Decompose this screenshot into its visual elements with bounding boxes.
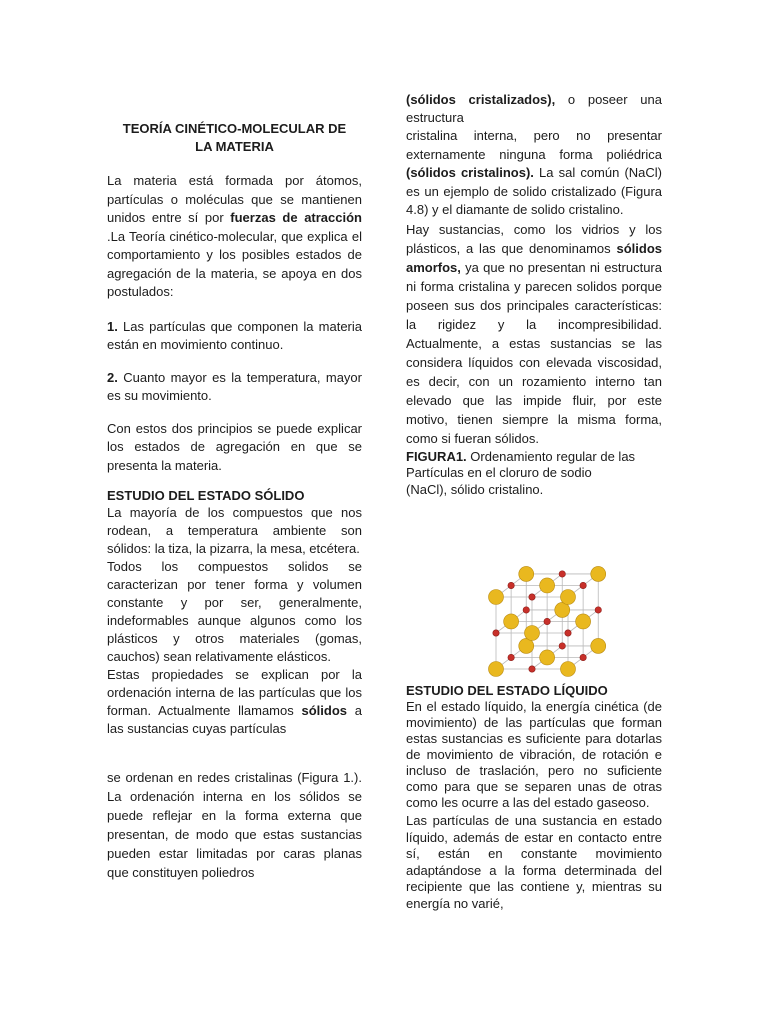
sodium-ion — [504, 614, 519, 629]
postulate-1 — [107, 318, 362, 355]
liquid-section — [406, 682, 662, 912]
intro-text-b: .La Teoría cinético-molecular, que explica el comportamiento y los posibles estados de agregación de la materia, se apoya en dos postulados: — [107, 228, 362, 299]
crystal-paragraph-2 — [406, 127, 662, 220]
postulate-2 — [107, 369, 362, 406]
liquid-state-heading: ESTUDIO DEL ESTADO LÍQUIDO — [406, 683, 608, 698]
figure-caption-line-3: (NaCl), sólido cristalino. — [406, 481, 544, 497]
intro-text-a: La materia está formada por átomos, partículas o moléculas que se mantienen unidos entre sí por — [107, 173, 362, 225]
figure-caption — [406, 449, 662, 499]
sodium-ion — [525, 626, 540, 641]
chloride-ion — [529, 594, 535, 600]
solid-state-heading: ESTUDIO DEL ESTADO SÓLIDO — [107, 488, 305, 503]
sodium-ion — [540, 650, 555, 665]
figure-caption-line-2: Partículas en el cloruro de sodio — [406, 465, 592, 480]
liquid-paragraph-2: Las partículas de una sustancia en estado líquido, además de estar en contacto entre sí, están en constante movimiento adaptándose a la forma determinada del recipiente que las contiene y, mientras su energía no varié, — [406, 813, 662, 911]
sodium-ion — [591, 566, 606, 581]
chloride-ion — [565, 630, 571, 636]
sodium-ion — [561, 662, 576, 677]
solid-paragraph-4: se ordenan en redes cristalinas (Figura 1.). La ordenación interna en los sólidos se puede reflejar en la forma externa que presentan, de modo que estas sustancias pueden estar limitadas por caras planas que constituyen poliedros — [107, 770, 362, 880]
amorph-bold-term: sólidos amorfos, — [406, 240, 662, 275]
figure-label: FIGURA1. — [406, 448, 467, 464]
postulate-2-text: Cuanto mayor es la temperatura, mayor es su movimiento. — [107, 369, 362, 403]
amorph-text-a: Hay sustancias, como los vidrios y los plásticos, a las que denominamos — [406, 221, 662, 256]
chloride-ion — [559, 643, 565, 649]
chloride-ion — [544, 618, 550, 624]
sodium-ion — [489, 590, 504, 605]
postulate-1-text: Las partículas que componen la materia están en movimiento continuo. — [107, 318, 362, 352]
sodium-ion — [561, 590, 576, 605]
intro-bold-term: fuerzas de atracción — [230, 210, 362, 225]
chloride-ion — [508, 654, 514, 660]
chloride-ion — [493, 630, 499, 636]
crystal-p1-text: o poseer una estructura — [406, 92, 662, 125]
title-line-2: LA MATERIA — [195, 139, 274, 154]
sodium-ion — [519, 566, 534, 581]
postulate-1-number: 1. — [107, 318, 118, 334]
nacl-crystal-lattice-icon — [468, 537, 614, 677]
sodium-ion — [540, 578, 555, 593]
chloride-ion — [595, 607, 601, 613]
title-line-1: TEORÍA CINÉTICO-MOLECULAR DE — [122, 121, 347, 136]
solid-paragraph-3 — [107, 666, 362, 738]
sodium-ion — [591, 638, 606, 653]
crystal-bold-term-1: (sólidos cristalizados), — [406, 92, 556, 107]
figure-caption-line-1: Ordenamiento regular de las — [466, 448, 636, 464]
right-column — [406, 91, 662, 498]
chloride-ion — [559, 571, 565, 577]
chloride-ion — [580, 654, 586, 660]
chloride-ion — [508, 582, 514, 588]
liquid-paragraph-1: En el estado líquido, la energía cinética (de movimiento) de las partículas que forman estas sustancias es suficiente para dotarlas de movimiento de vibración, de rotación e incluso de traslación, pero no suficiente como para que se separen unas de otras como les ocurre a las del estado gaseoso. — [406, 699, 662, 810]
postulate-2-number: 2. — [107, 369, 118, 385]
solid-paragraph-2: Todos los compuestos solidos se caracterizan por tener forma y volumen constante y por ser, generalmente, indeformables aunque algunos como los plásticos y otros materiales (gomas, cauchos) sean relativamente elásticos. — [107, 559, 362, 664]
chloride-ion — [523, 607, 529, 613]
amorphous-paragraph — [406, 220, 662, 448]
solid-p3-bold-term: sólidos — [301, 703, 348, 718]
intro-paragraph — [107, 172, 362, 302]
lattice-drawing — [468, 537, 614, 677]
crystal-paragraph-1 — [406, 91, 662, 127]
solid-p3-text-b: a las sustancias cuyas partículas — [107, 703, 362, 736]
chloride-ion — [580, 582, 586, 588]
left-column — [107, 120, 362, 882]
solid-p3-text-a: Estas propiedades se explican por la ordenación interna de las partículas que los forman. Actualmente llamamos — [107, 667, 362, 718]
solid-paragraph-1: La mayoría de los compuestos que nos rodean, a temperatura ambiente son sólidos: la tiza, la pizarra, la mesa, etcétera. — [107, 505, 362, 556]
crystal-p2-text-a: cristalina interna, pero no presentar externamente ninguna forma poliédrica — [406, 128, 662, 162]
page-title — [107, 120, 362, 156]
principles-paragraph: Con estos dos principios se puede explicar los estados de agregación en que se presenta la materia. — [107, 420, 362, 473]
crystal-bold-term-2: (sólidos cristalinos). — [406, 165, 534, 180]
sodium-ion — [489, 662, 504, 677]
crystal-p2-text-b: La sal común (NaCl) es un ejemplo de solido cristalizado (Figura 4.8) y el diamante de solido cristalino. — [406, 165, 662, 217]
chloride-ion — [529, 666, 535, 672]
amorph-text-b: ya que no presentan ni estructura ni forma cristalina y parecen solidos porque poseen sus dos principales características: la rigidez y la incompresibilidad. Actualmente, a estas sustancias se las considera líquidos con elevada viscosidad, es decir, con un rozamiento interno tan elevado que las impide fluir, por este motivo, tienen siempre la misma forma, como si fueran sólidos. — [406, 259, 662, 446]
sodium-ion — [576, 614, 591, 629]
